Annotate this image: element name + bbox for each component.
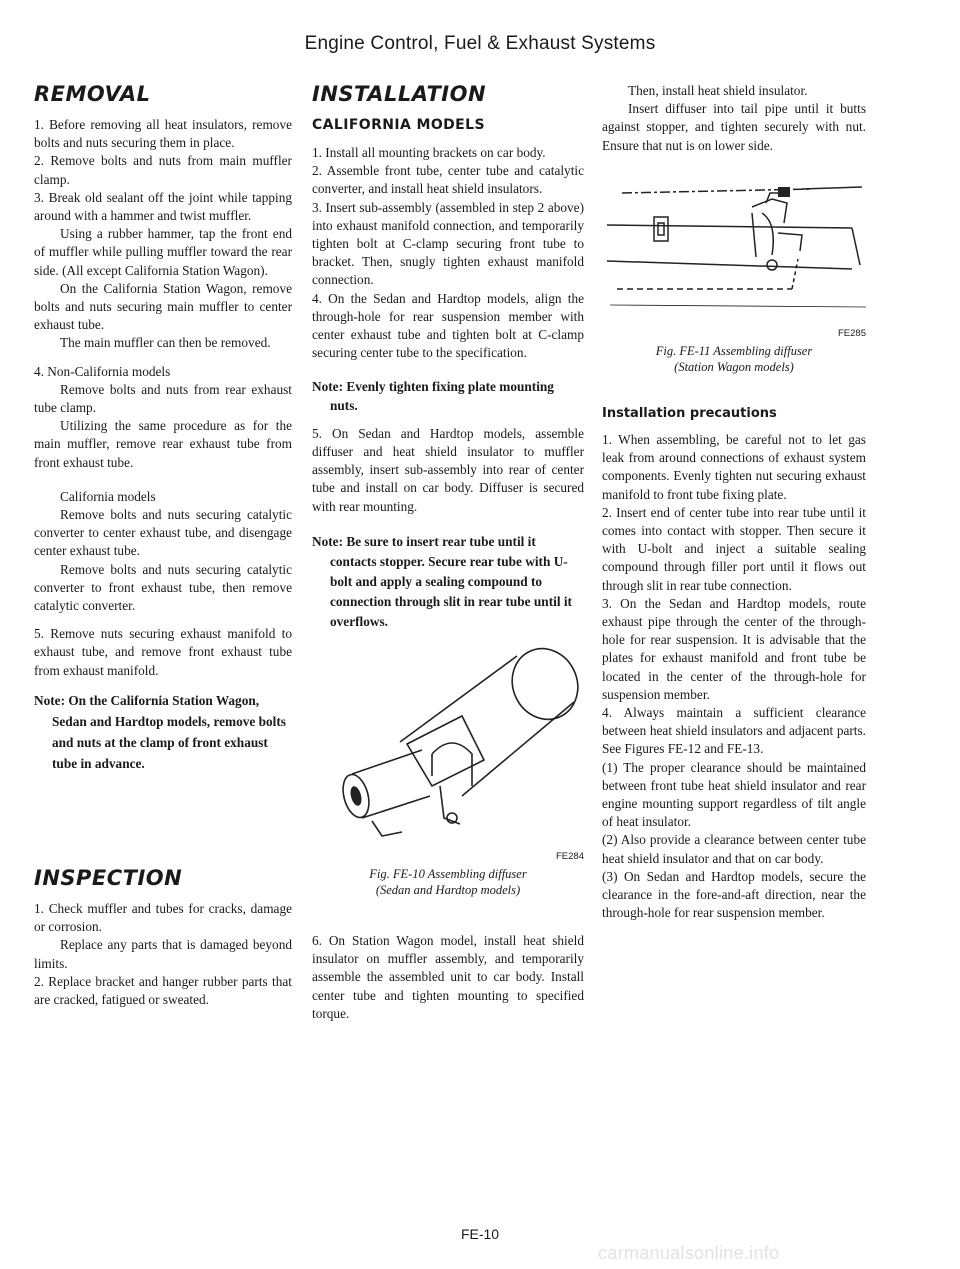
figure-fe10-caption: Fig. FE-10 Assembling diffuser <box>369 867 527 882</box>
removal-california-1: Remove bolts and nuts securing catalytic converter to center exhaust tube, and disengage center exhaust tube. <box>34 507 292 559</box>
page-number: FE-10 <box>460 1226 500 1242</box>
removal-step-3: 3. Break old sealant off the joint while tapping around with a hammer and twist muffler. <box>34 189 292 224</box>
precautions-heading: Installation precautions <box>602 406 777 422</box>
install-step-6: 6. On Station Wagon model, install heat shield insulator on muffler assembly, and temporarily assemble the assembled unit to car body. Install center tube and tighten mounting to specified torque. <box>312 933 584 1021</box>
figure-fe10-id: FE284 <box>556 850 584 862</box>
figure-fe11-subcaption: (Station Wagon models) <box>674 360 794 375</box>
precaution-4-1: (1) The proper clearance should be maintained between front tube heat shield insulator and rear engine mounting support regardless of tilt angle of heat insulator. <box>602 759 866 830</box>
column-middle <box>312 82 584 1023</box>
col3-heat-shield: Then, install heat shield insulator. <box>628 83 808 98</box>
install-step-2: 2. Assemble front tube, center tube and catalytic converter, and install heat shield insulators. <box>312 163 584 197</box>
precaution-4: 4. Always maintain a sufficient clearance between heat shield insulators and adjacent parts. See Figures FE-12 and FE-13. <box>602 705 866 757</box>
installation-heading: INSTALLATION <box>312 82 487 106</box>
column-right <box>602 82 866 923</box>
inspection-step-2: 2. Replace bracket and hanger rubber parts that are cracked, fatigued or sweated. <box>34 973 292 1007</box>
page-header: Engine Control, Fuel & Exhaust Systems <box>304 33 656 54</box>
inspection-heading: INSPECTION <box>34 865 183 890</box>
install-note-1: Note: Evenly tighten fixing plate mounting nuts. <box>312 379 554 413</box>
removal-california-label: California models <box>60 488 156 504</box>
figure-fe11-caption: Fig. FE-11 Assembling diffuser <box>655 344 813 359</box>
col3-diffuser: Insert diffuser into tail pipe until it butts against stopper, and tighten securely with nut. Ensure that nut is on lower side. <box>602 101 866 153</box>
removal-note: Note: On the California Station Wagon, Sedan and Hardtop models, remove bolts and nuts at the clamp of front exhaust tube in advance. <box>34 692 286 771</box>
removal-step-3-detail: Using a rubber hammer, tap the front end of muffler while pulling muffler toward the rear side. (All except California Station Wagon). <box>34 226 292 278</box>
figure-fe10 <box>312 636 584 898</box>
install-note-2: Note: Be sure to insert rear tube until it contacts stopper. Secure rear tube with U-bolt and apply a sealing compound to connection through slit in rear tube until it overflows. <box>312 533 572 629</box>
inspection-step-1: 1. Check muffler and tubes for cracks, damage or corrosion. <box>34 900 292 935</box>
precaution-1: 1. When assembling, be careful not to let gas leak from around connections of exhaust system components. Evenly tighten nut securing exhaust manifold to front tube fixing plate. <box>602 432 866 502</box>
install-step-4: 4. On the Sedan and Hardtop models, align the through-hole for rear suspension member with center exhaust tube and tighten bolt at C-clamp securing center tube to the specification. <box>312 290 584 361</box>
removal-heading: REMOVAL <box>34 82 151 106</box>
figure-fe10-subcaption: (Sedan and Hardtop models) <box>375 883 521 898</box>
removal-step-4-procedure: Utilizing the same procedure as for the main muffler, remove rear exhaust tube from front exhaust tube. <box>34 418 292 470</box>
removal-step-4-detail: Remove bolts and nuts from rear exhaust tube clamp. <box>34 381 292 416</box>
install-step-5: 5. On Sedan and Hardtop models, assemble diffuser and heat shield insulator to muffler assembly, insert sub-assembly into rear of center tube and install on car body. Diffuser is secured with rear mounting. <box>312 425 584 514</box>
california-models-heading: CALIFORNIA MODELS <box>312 117 485 133</box>
removal-step-5: 5. Remove nuts securing exhaust manifold to exhaust tube, and remove front exhaust tube from exhaust manifold. <box>34 626 292 678</box>
inspection-step-1-detail: Replace any parts that is damaged beyond limits. <box>34 937 292 971</box>
precaution-2: 2. Insert end of center tube into rear tube until it comes into contact with stopper. Then secure it with U-bolt and inject a suitable sealing compound through filler port until it flows out through slit in rear tube connection. <box>602 504 866 593</box>
figure-fe11 <box>602 173 866 375</box>
diffuser-wagon-illustration <box>602 173 866 323</box>
diffuser-sedan-illustration <box>312 636 584 846</box>
precaution-4-2: (2) Also provide a clearance between center tube heat shield insulator and that on car body. <box>602 832 866 866</box>
removal-step-4: 4. Non-California models <box>34 363 171 379</box>
precaution-3: 3. On the Sedan and Hardtop models, route exhaust pipe through the center of the through-hole for rear suspension. It is advisable that the plates for exhaust manifold and front tube be located in the center of the through-hole for suspension member. <box>602 595 866 702</box>
install-step-1: 1. Install all mounting brackets on car body. <box>312 145 546 160</box>
removal-muffler-removed: The main muffler can then be removed. <box>60 335 271 351</box>
column-left <box>34 82 292 1009</box>
install-step-3: 3. Insert sub-assembly (assembled in step 2 above) into exhaust manifold connection, and temporarily tighten bolt at C-clamp securing front tube to bracket. Then, snugly tighten exhaust manifold connection. <box>312 199 584 288</box>
figure-fe11-id: FE285 <box>838 327 866 339</box>
removal-step-2: 2. Remove bolts and nuts from main muffler clamp. <box>34 153 292 187</box>
watermark: carmanualsonline.info <box>598 1243 780 1263</box>
removal-step-1: 1. Before removing all heat insulators, remove bolts and nuts securing them in place. <box>34 117 292 151</box>
removal-california-2: Remove bolts and nuts securing catalytic converter to front exhaust tube, then remove catalytic converter. <box>34 561 292 614</box>
removal-station-wagon: On the California Station Wagon, remove bolts and nuts securing main muffler to center exhaust tube. <box>34 280 292 333</box>
precaution-4-3: (3) On Sedan and Hardtop models, secure the clearance in the fore-and-aft direction, near the through-hole for rear suspension member. <box>602 868 866 921</box>
